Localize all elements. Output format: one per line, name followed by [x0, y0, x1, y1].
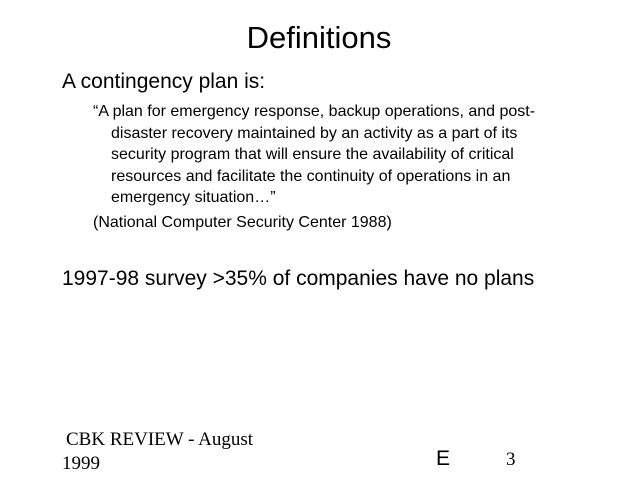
definition-quote: [93, 101, 608, 209]
definition-lead: A contingency plan is:: [62, 70, 266, 93]
quote-line: emergency situation…”: [111, 189, 276, 206]
page-number: 3: [506, 449, 516, 470]
quote-line: “A plan for emergency response, backup operations, and post-: [93, 103, 536, 120]
quote-line: disaster recovery maintained by an activity as a part of its: [111, 124, 518, 142]
footer-text: CBK REVIEW - August: [66, 429, 254, 450]
slide-title: Definitions: [246, 20, 392, 55]
quote-line: resources and facilitate the continuity of operations in an: [111, 167, 511, 185]
footer-mark: E: [436, 447, 451, 470]
footer-year: 1999: [62, 453, 100, 474]
survey-statement: 1997-98 survey >35% of companies have no plans: [62, 267, 535, 290]
quote-line: security program that will ensure the availability of critical: [111, 146, 514, 163]
citation: (National Computer Security Center 1988): [93, 214, 392, 231]
